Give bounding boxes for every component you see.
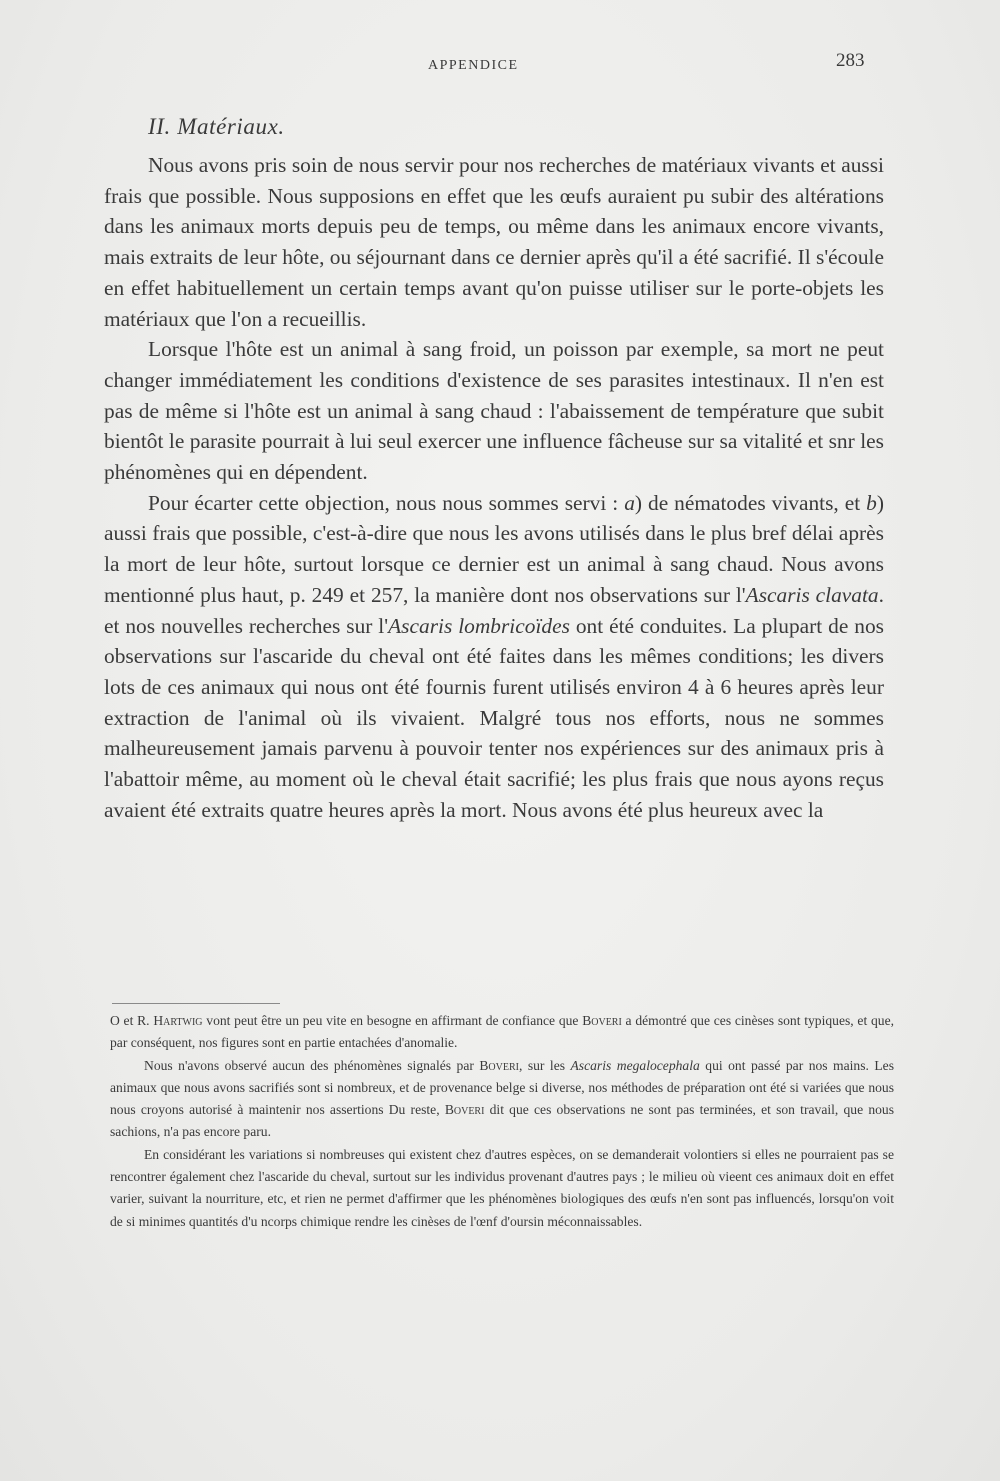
page-header (0, 50, 1000, 82)
text-run: Nous n'avons observé aucun des phénomènes signalés par (144, 1057, 480, 1073)
body-text (104, 150, 884, 825)
footnote-3: En considérant les variations si nombreuses qui existent chez d'autres espèces, on se demanderait volontiers si elles ne pourraient pas se rencontrer également chez l'ascaride du cheval, surtout sur les individus provenant d'autres pays ; le milieu où vieent ces animaux doit en effet varier, suivant la nourriture, etc, et rien ne permet d'affirmer que les phénomènes biologiques des œufs n'en sont pas influencés, lorsqu'on voit de si minimes quantités d'u ncorps chimique rendre les cinèses de l'œnf d'oursin méconnaissables. (110, 1146, 894, 1229)
footnote-2 (110, 1055, 894, 1144)
text-run: ) de nématodes vivants, et (634, 490, 867, 515)
text-run: . et nos nouvelles recherches sur l' (104, 582, 884, 638)
author-name-boveri: Boveri (479, 1057, 519, 1073)
paragraph-1: Nous avons pris soin de nous servir pour nos recherches de matériaux vivants et aussi frais que possible. Nous supposions en effet que les œufs auraient pu subir des altérations dans les animaux morts depuis peu de temps, ou même dans les animaux encore vivants, mais extraits de leur hôte, ou séjournant dans ce dernier après qu'il a été sacrifié. Il s'écoule en effet habituellement un certain temps avant qu'on puisse utiliser sur le porte-objets les matériaux que l'on a recueillis. (104, 153, 884, 331)
footnote-separator (112, 1003, 280, 1004)
species-name-ascaris-megalocephala: Ascaris megalocephala (570, 1057, 700, 1073)
footnote-1 (110, 1010, 894, 1055)
text-run: qui ont passé par nos mains. Les animaux que nous avons sacrifiés sont si nombreux, et de provenance belge si diverse, nos méthodes de préparation ont été si variées que nous nous croyons autorisé à maintenir nos assertions Du reste, (110, 1057, 895, 1118)
running-head: APPENDICE (428, 58, 519, 73)
section-heading: II. Matériaux. (148, 114, 285, 139)
text-run: dit que ces observations ne sont pas terminées, et son travail, que nous sachions, n'a pas encore paru. (110, 1102, 894, 1140)
author-name-hartwig: Hartwig (153, 1013, 203, 1028)
paragraph-3 (104, 488, 884, 826)
text-run: ) aussi frais que possible, c'est-à-dire que nous les avons utilisés dans le plus bref délai après la mort de leur hôte, surtout lorsque ce dernier est un animal à sang chaud. Nous avons mentionné plus haut, p. 249 et 257, la manière dont nos observations sur l' (104, 490, 884, 607)
text-run: ont été conduites. La plupart de nos observations sur l'ascaride du cheval ont été faites dans les mêmes conditions; les divers lots de ces animaux qui nous ont été fournis furent utilisés environ 4 à 6 heures après leur extraction de l'animal où ils vivaient. Malgré tous nos efforts, nous ne sommes malheureusement jamais parvenu à pouvoir tenter nos expériences sur des animaux pris à l'abattoir même, au moment où le cheval était sacrifié; les plus frais que nous ayons reçus avaient été extraits quatre heures après la mort. Nous avons été plus heureux avec la (104, 613, 884, 822)
italic-letter-b: b (866, 490, 877, 515)
text-run: a démontré que ces cinèses sont typiques, et que, par conséquent, nos figures sont en partie entachées d'anomalie. (110, 1013, 894, 1051)
page-number: 283 (836, 50, 865, 71)
italic-letter-a: a (624, 490, 635, 515)
text-run: , sur les (518, 1057, 571, 1073)
author-name-boveri: Boveri (444, 1102, 485, 1118)
text-run: Pour écarter cette objection, nous nous sommes servi : (148, 490, 625, 515)
species-name-ascaris-clavata: Ascaris clavata (745, 582, 879, 607)
author-name-boveri: Boveri (582, 1013, 622, 1028)
text-run: vont peut être un peu vite en besogne en affirmant de confiance que (202, 1013, 583, 1028)
paragraph-2: Lorsque l'hôte est un animal à sang froid, un poisson par exemple, sa mort ne peut changer immédiatement les conditions d'existence de ses parasites intestinaux. Il n'en est pas de même si l'hôte est un animal à sang chaud : l'abaissement de température que subit bientôt le parasite pourrait à lui seul exercer une influence fâcheuse sur sa vitalité et snr les phénomènes qui en dépendent. (104, 337, 884, 485)
text-run: O et R. (110, 1013, 154, 1028)
species-name-ascaris-lombricoides: Ascaris lombricoïdes (388, 613, 570, 638)
footnotes (110, 1010, 894, 1233)
